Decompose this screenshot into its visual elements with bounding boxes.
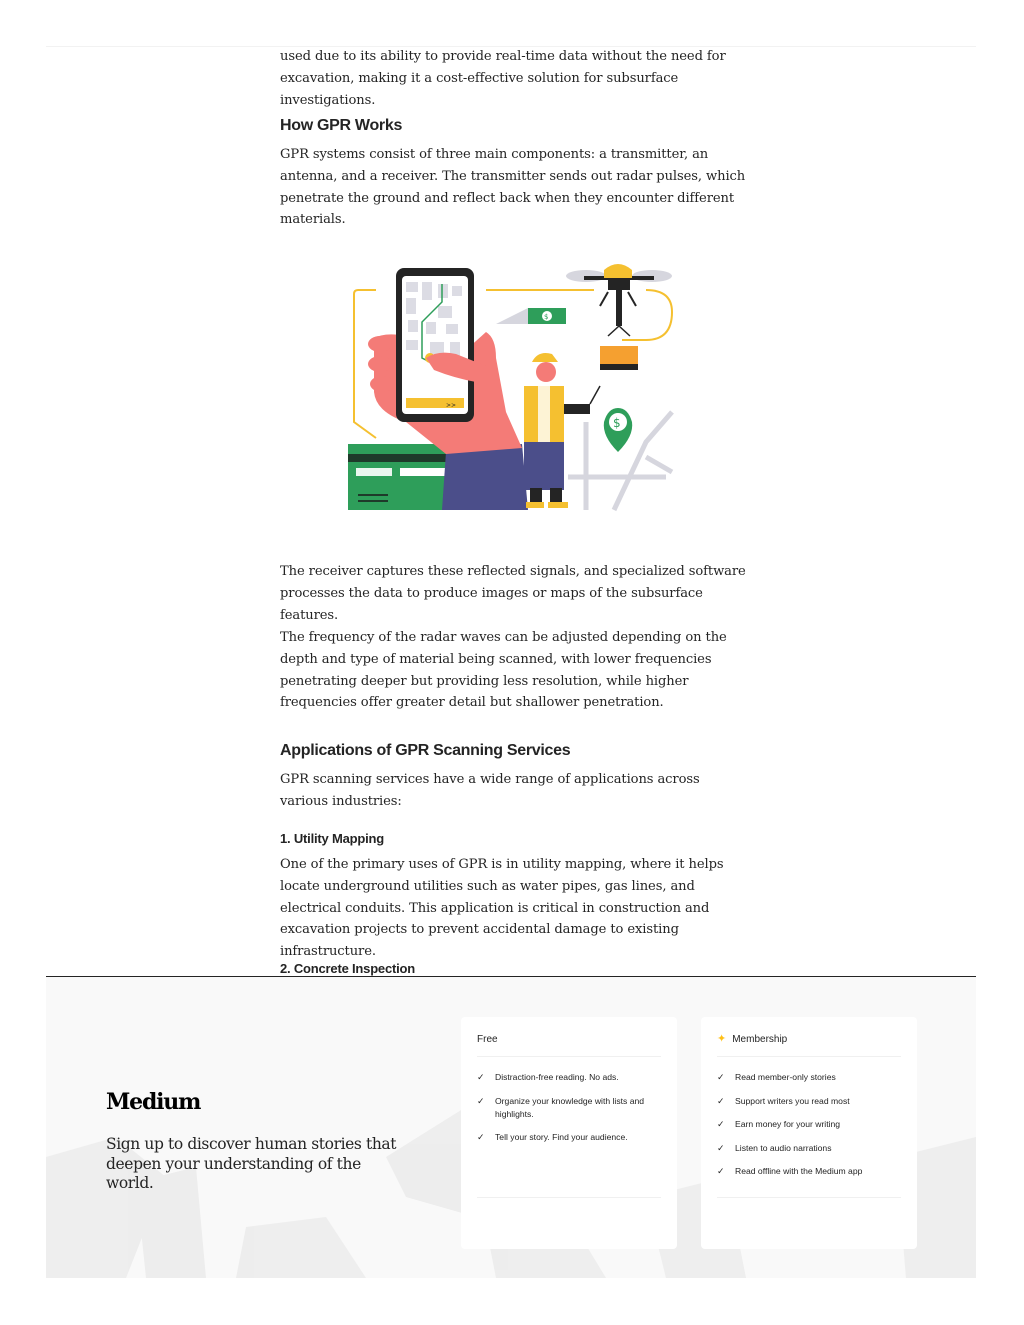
list-item: ✓ Earn money for your writing	[717, 1119, 841, 1129]
list-item: ✓ Listen to audio narrations	[717, 1142, 832, 1153]
medium-logo[interactable]: Medium	[106, 1089, 201, 1115]
check-icon: ✓	[717, 1072, 725, 1082]
list-item: ✓ Support writers you read most	[717, 1095, 850, 1106]
pin-symbol: $	[613, 416, 621, 430]
top-divider	[46, 0, 976, 47]
signup-footer	[46, 976, 976, 1278]
check-icon: ✓	[477, 1095, 485, 1106]
check-icon: ✓	[717, 1142, 725, 1153]
check-icon: ✓	[717, 1095, 725, 1106]
concrete-inspection-heading: 2. Concrete Inspection	[280, 961, 416, 976]
check-icon: ✓	[717, 1166, 725, 1176]
sparkle-icon: ✦	[717, 1033, 727, 1045]
check-icon: ✓	[477, 1132, 485, 1142]
list-item: ✓ Distraction-free reading. No ads.	[477, 1072, 619, 1082]
membership-plan-divider	[717, 1197, 901, 1198]
gpr-illustration	[346, 262, 676, 512]
free-plan-header	[477, 1034, 661, 1057]
membership-plan-title: Membership	[732, 1034, 788, 1045]
list-item: ✓ Organize your knowledge with lists and highlights.	[477, 1095, 645, 1119]
intro-paragraph: used due to its ability to provide real-time data without the need for excavation, making it a cost-effective solution for subsurface investigations.	[280, 49, 726, 108]
free-plan-divider	[477, 1197, 661, 1198]
utility-mapping-heading: 1. Utility Mapping	[280, 831, 385, 846]
applications-paragraph: GPR scanning services have a wide range of applications across various industries:	[280, 772, 700, 809]
free-plan-card[interactable]	[461, 1017, 677, 1249]
frequency-paragraph: The frequency of the radar waves can be adjusted depending on the depth and type of material being scanned, with lower frequencies penetrating deeper but providing less resolution, while higher frequencies offer greater detail but shallower penetration.	[280, 630, 727, 711]
check-icon: ✓	[477, 1072, 485, 1082]
how-gpr-works-heading: How GPR Works	[280, 117, 403, 134]
membership-plan-card[interactable]	[701, 1017, 917, 1249]
free-plan-title: Free	[477, 1034, 498, 1045]
membership-plan-features	[717, 1071, 903, 1189]
list-item: ✓ Read member-only stories	[717, 1072, 836, 1082]
utility-mapping-paragraph: One of the primary uses of GPR is in utility mapping, where it helps locate underground utilities such as water pipes, gas lines, and electrical conduits. This application is critical in construction and excavation projects to prevent accidental damage to existing infrastructure.	[280, 857, 724, 960]
list-item: ✓ Tell your story. Find your audience.	[477, 1132, 628, 1142]
applications-heading: Applications of GPR Scanning Services	[280, 742, 571, 759]
receiver-paragraph: The receiver captures these reflected signals, and specialized software processes the data to produce images or maps of the subsurface features.	[280, 564, 746, 623]
check-icon: ✓	[717, 1119, 725, 1129]
free-plan-features	[477, 1071, 663, 1155]
drone-illustration	[566, 264, 672, 370]
how-gpr-works-paragraph: GPR systems consist of three main components: a transmitter, an antenna, and a receiver. The transmitter sends out radar pulses, which penetrate the ground and reflect back when they encounter different materials.	[280, 147, 746, 228]
worker-illustration	[524, 353, 600, 508]
membership-plan-header	[717, 1034, 901, 1057]
banknote-symbol: $	[544, 313, 549, 321]
list-item: ✓ Read offline with the Medium app	[717, 1166, 863, 1176]
phone-button-label: >>	[446, 402, 457, 409]
signup-tagline: Sign up to discover human stories that deepen your understanding of the world.	[106, 1135, 397, 1192]
